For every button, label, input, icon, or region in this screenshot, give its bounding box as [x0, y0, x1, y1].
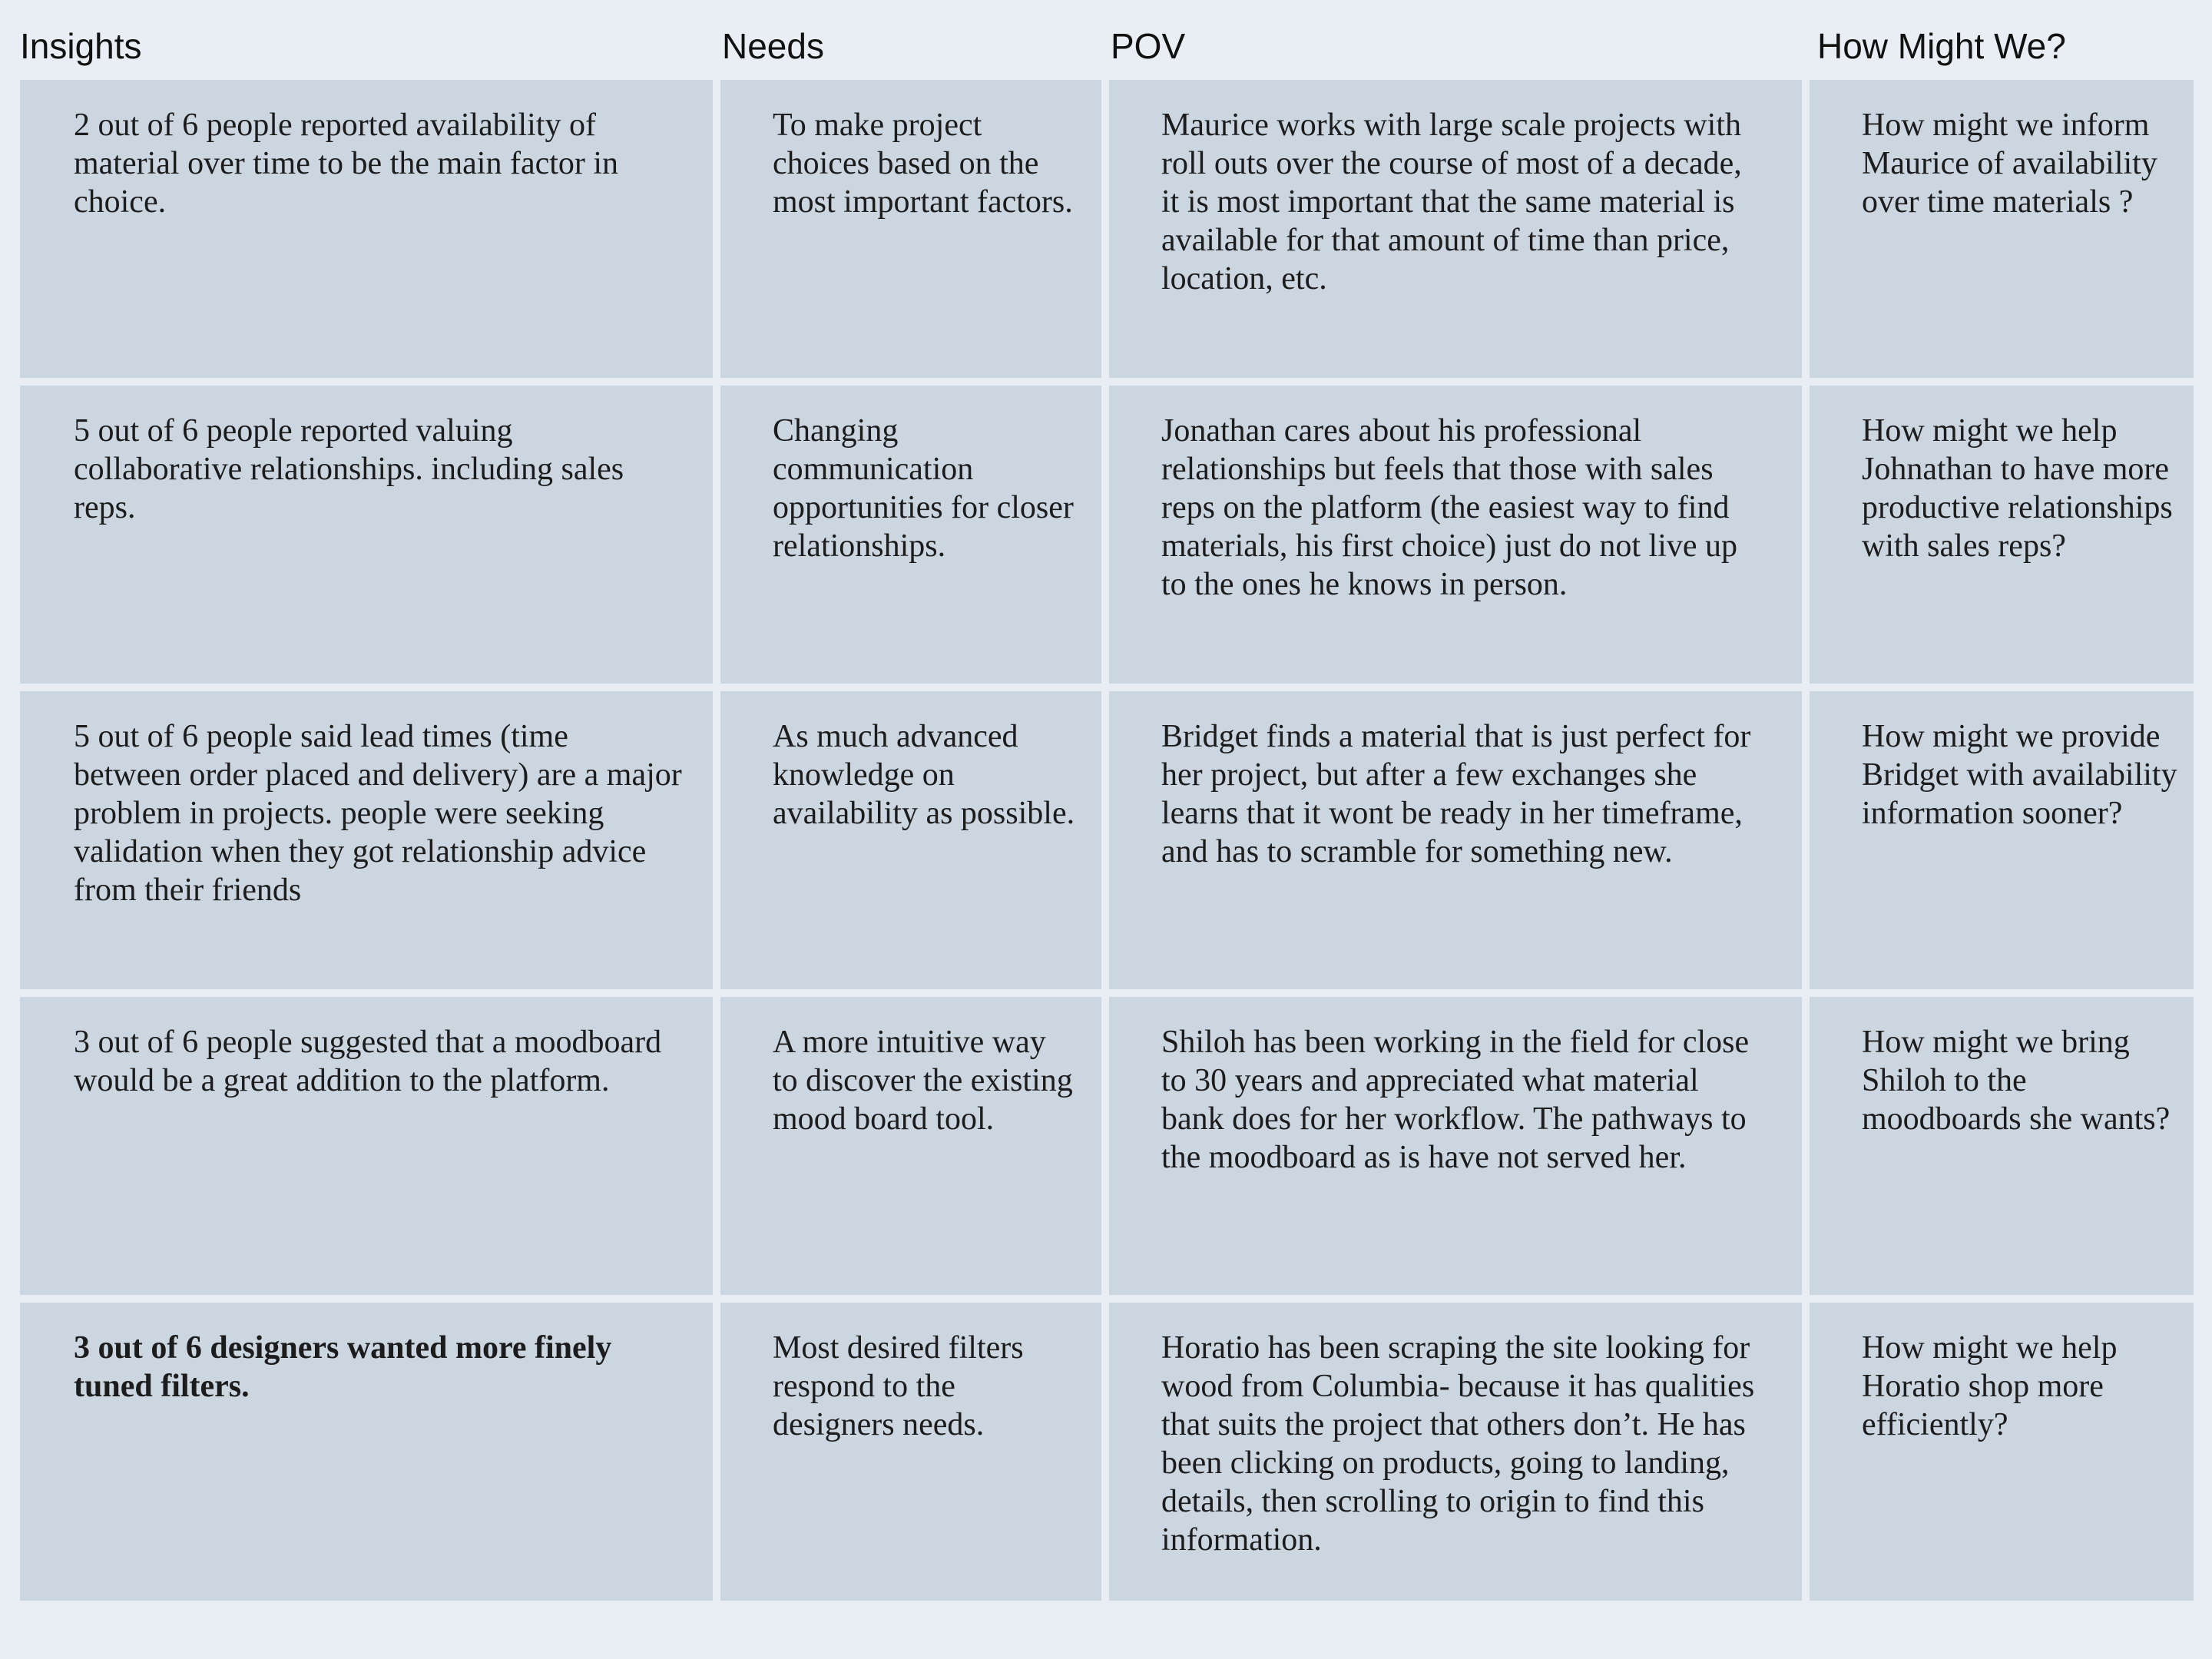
pov-cell: Maurice works with large scale projects with roll outs over the course of most of a decade, it is most important that the same material is available for that amount of time than price, location, etc.	[1109, 80, 1802, 378]
insight-cell: 3 out of 6 designers wanted more finely tuned filters.	[20, 1303, 713, 1601]
hmw-cell: How might we inform Maurice of availability over time materials ?	[1810, 80, 2194, 378]
header-how-might-we: How Might We?	[1817, 26, 2066, 66]
hmw-cell: How might we help Johnathan to have more productive relationships with sales reps?	[1810, 386, 2194, 684]
pov-cell: Bridget finds a material that is just perfect for her project, but after a few exchanges she learns that it wont be ready in her timeframe, and has to scramble for something new.	[1109, 691, 1802, 989]
hmw-cell: How might we help Horatio shop more efficiently?	[1810, 1303, 2194, 1601]
hmw-cell: How might we provide Bridget with availability information sooner?	[1810, 691, 2194, 989]
pov-cell: Jonathan cares about his professional relationships but feels that those with sales reps on the platform (the easiest way to find materials, his first choice) just do not live up to the ones he knows in person.	[1109, 386, 1802, 684]
header-pov: POV	[1111, 26, 1186, 66]
hmw-cell: How might we bring Shiloh to the moodboards she wants?	[1810, 997, 2194, 1295]
need-cell: Changing communication opportunities for closer relationships.	[720, 386, 1101, 684]
need-cell: To make project choices based on the most important factors.	[720, 80, 1101, 378]
pov-cell: Shiloh has been working in the field for close to 30 years and appreciated what material bank does for her workflow. The pathways to the moodboard as is have not served her.	[1109, 997, 1802, 1295]
insight-cell: 5 out of 6 people said lead times (time between order placed and delivery) are a major problem in projects. people were seeking validation when they got relationship advice from their friends	[20, 691, 713, 989]
need-cell: Most desired filters respond to the designers needs.	[720, 1303, 1101, 1601]
need-cell: A more intuitive way to discover the existing mood board tool.	[720, 997, 1101, 1295]
header-insights: Insights	[20, 26, 142, 66]
insights-grid	[20, 80, 2194, 1601]
insight-cell: 3 out of 6 people suggested that a moodboard would be a great addition to the platform.	[20, 997, 713, 1295]
need-cell: As much advanced knowledge on availability as possible.	[720, 691, 1101, 989]
insight-cell: 2 out of 6 people reported availability of material over time to be the main factor in choice.	[20, 80, 713, 378]
header-needs: Needs	[722, 26, 824, 66]
insight-cell: 5 out of 6 people reported valuing collaborative relationships. including sales reps.	[20, 386, 713, 684]
pov-cell: Horatio has been scraping the site looking for wood from Columbia- because it has qualities that suits the project that others don’t. He has been clicking on products, going to landing, details, then scrolling to origin to find this information.	[1109, 1303, 1802, 1601]
